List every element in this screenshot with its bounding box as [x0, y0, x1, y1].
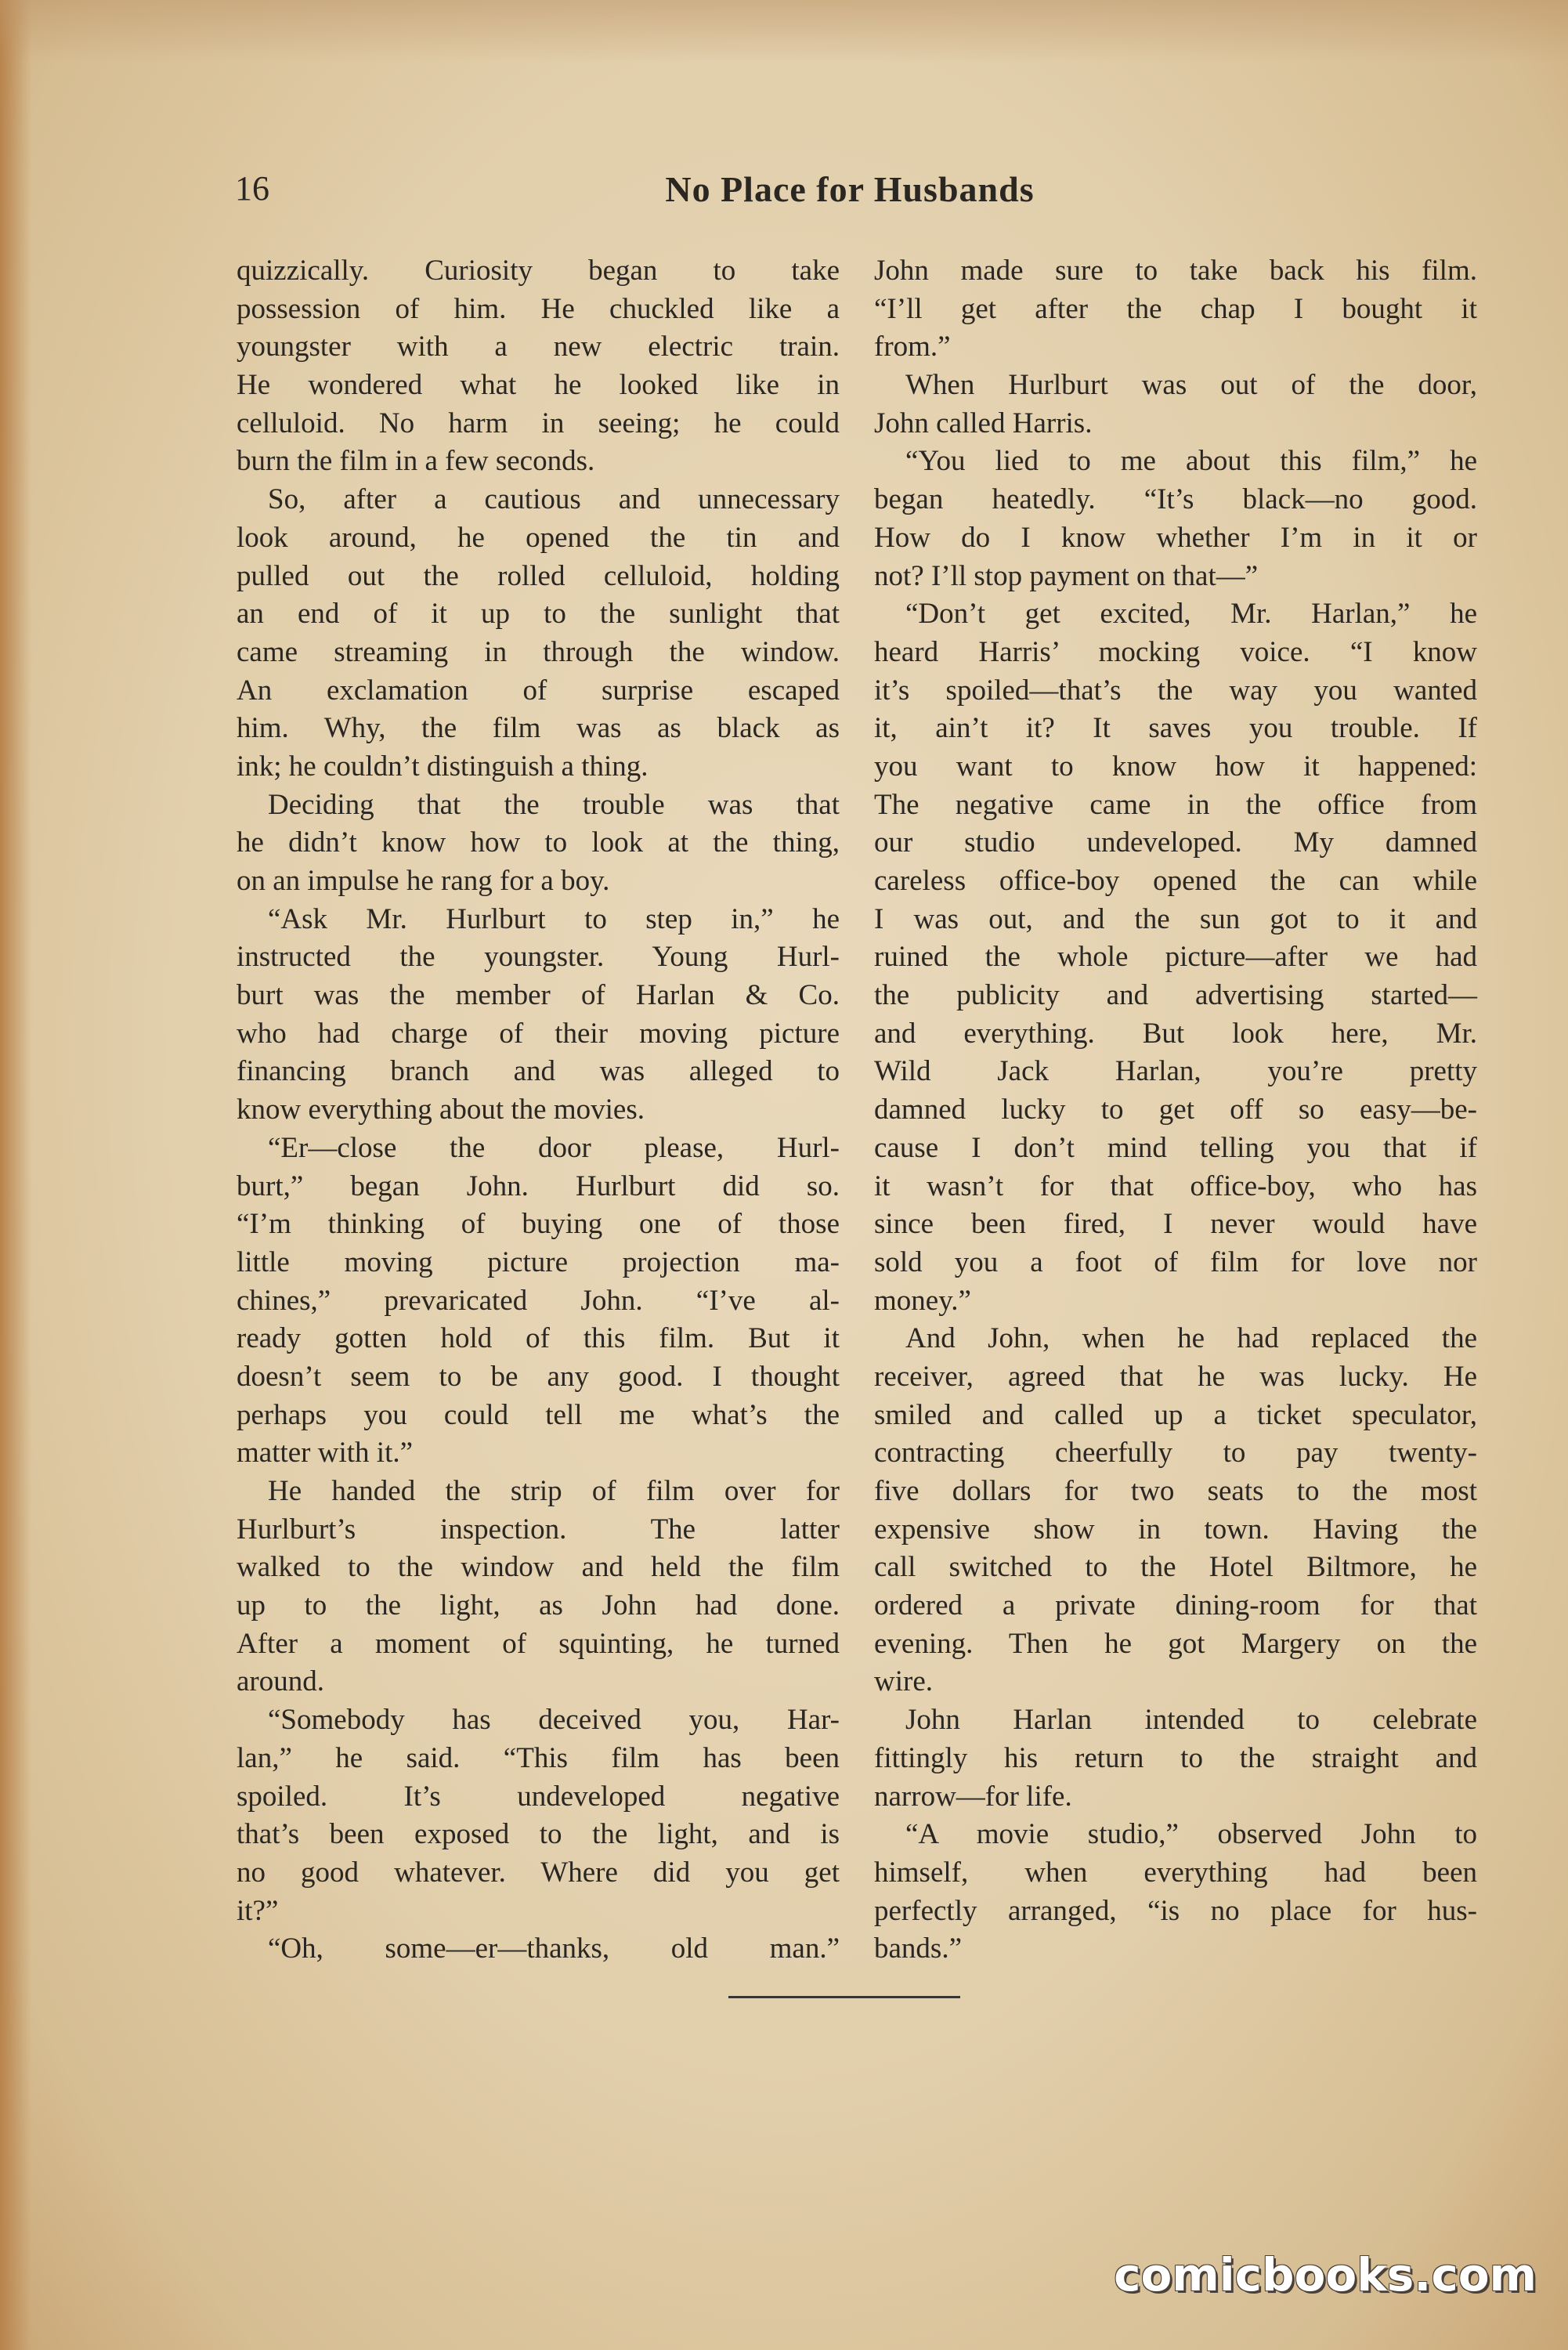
text-line: “You lied to me about this film,” he [905, 445, 1477, 478]
text-line: And John, when he had replaced the [905, 1322, 1477, 1355]
text-line: he didn’t know how to look at the thing, [237, 826, 840, 859]
text-line: When Hurlburt was out of the door, [905, 369, 1477, 402]
text-line: five dollars for two seats to the most [874, 1475, 1477, 1507]
text-line: matter with it.” [237, 1437, 414, 1470]
text-line: it, ain’t it? It saves you trouble. If [874, 712, 1477, 745]
end-of-story-rule [728, 1996, 960, 1998]
text-line: John Harlan intended to celebrate [905, 1704, 1477, 1737]
text-line: I was out, and the sun got to it and [874, 902, 1477, 935]
text-line: He wondered what he looked like in [237, 369, 840, 402]
text-line: cause I don’t mind telling you that if [874, 1131, 1477, 1164]
text-line: evening. Then he got Margery on the [874, 1627, 1477, 1660]
text-line: Hurlburt’s inspection. The latter [237, 1513, 840, 1546]
text-line: John made sure to take back his film. [874, 255, 1477, 287]
text-line: call switched to the Hotel Biltmore, he [874, 1551, 1477, 1584]
text-line: up to the light, as John had done. [237, 1589, 840, 1622]
text-line: John called Harris. [874, 407, 1093, 439]
text-line: heard Harris’ mocking voice. “I know [874, 635, 1477, 668]
text-line: who had charge of their moving picture [237, 1017, 840, 1050]
text-line: “Somebody has deceived you, Har- [268, 1704, 840, 1737]
text-line: doesn’t seem to be any good. I thought [237, 1360, 840, 1393]
text-line: An exclamation of surprise escaped [237, 674, 840, 707]
text-line: from.” [874, 331, 951, 363]
text-line: our studio undeveloped. My damned [874, 826, 1477, 859]
text-line: financing branch and was alleged to [237, 1055, 840, 1088]
text-line: it?” [237, 1894, 279, 1927]
text-line: ruined the whole picture—after we had [874, 941, 1477, 974]
text-line: quizzically. Curiosity began to take [237, 255, 840, 287]
text-line: “Er—close the door please, Hurl- [268, 1131, 840, 1164]
watermark: comicbooks.com [1114, 2248, 1537, 2301]
left-text-column [237, 252, 840, 1969]
text-line: an end of it up to the sunlight that [237, 598, 840, 631]
text-line: fittingly his return to the straight and [874, 1741, 1477, 1774]
text-line: narrow—for life. [874, 1780, 1072, 1813]
text-line: ink; he couldn’t distinguish a thing. [237, 750, 649, 783]
text-line: damned lucky to get off so easy—be- [874, 1094, 1477, 1126]
text-line: chines,” prevaricated John. “I’ve al- [237, 1284, 840, 1317]
text-line: instructed the youngster. Young Hurl- [237, 941, 840, 974]
text-line: that’s been exposed to the light, and is [237, 1818, 840, 1851]
text-line: him. Why, the film was as black as [237, 712, 840, 745]
text-line: After a moment of squinting, he turned [237, 1627, 840, 1660]
text-line: possession of him. He chuckled like a [237, 292, 840, 325]
text-line: burt was the member of Harlan & Co. [237, 979, 840, 1012]
text-line: it’s spoiled—that’s the way you wanted [874, 674, 1477, 707]
text-line: Wild Jack Harlan, you’re pretty [874, 1055, 1477, 1088]
text-line: spoiled. It’s undeveloped negative [237, 1780, 840, 1813]
text-line: walked to the window and held the film [237, 1551, 840, 1584]
text-line: The negative came in the office from [874, 788, 1477, 821]
text-line: himself, when everything had been [874, 1856, 1477, 1889]
text-line: He handed the strip of film over for [268, 1475, 840, 1507]
text-line: no good whatever. Where did you get [237, 1856, 840, 1889]
text-line: it wasn’t for that office-boy, who has [874, 1170, 1477, 1202]
text-line: receiver, agreed that he was lucky. He [874, 1360, 1477, 1393]
text-line: little moving picture projection ma- [237, 1246, 840, 1278]
text-line: ordered a private dining-room for that [874, 1589, 1477, 1622]
text-line: since been fired, I never would have [874, 1208, 1477, 1241]
running-title: No Place for Husbands [665, 169, 1035, 209]
text-line: “I’ll get after the chap I bought it [874, 292, 1477, 325]
text-line: money.” [874, 1284, 971, 1317]
text-line: “I’m thinking of buying one of those [237, 1208, 840, 1241]
text-line: How do I know whether I’m in it or [874, 521, 1477, 554]
text-line: lan,” he said. “This film has been [237, 1741, 840, 1774]
text-line: not? I’ll stop payment on that—” [874, 559, 1259, 592]
text-line: “Ask Mr. Hurlburt to step in,” he [268, 902, 840, 935]
text-line: the publicity and advertising started— [874, 979, 1477, 1012]
right-text-column [874, 252, 1477, 1969]
text-line: “Don’t get excited, Mr. Harlan,” he [905, 598, 1477, 631]
text-line: burt,” began John. Hurlburt did so. [237, 1170, 840, 1202]
text-line: Deciding that the trouble was that [268, 788, 840, 821]
page-edge-shadow [0, 0, 31, 2350]
text-line: wire. [874, 1665, 933, 1698]
text-line: celluloid. No harm in seeing; he could [237, 407, 840, 439]
text-line: began heatedly. “It’s black—no good. [874, 483, 1477, 516]
text-line: “Oh, some—er—thanks, old man.” [268, 1932, 840, 1965]
page-header [235, 168, 1465, 223]
text-line: perfectly arranged, “is no place for hus- [874, 1894, 1477, 1927]
text-line: contracting cheerfully to pay twenty- [874, 1437, 1477, 1470]
text-line: careless office-boy opened the can while [874, 865, 1477, 897]
page-number: 16 [235, 169, 269, 208]
text-line: and everything. But look here, Mr. [874, 1017, 1477, 1050]
text-line: you want to know how it happened: [874, 750, 1477, 783]
text-line: smiled and called up a ticket speculator, [874, 1398, 1477, 1431]
text-line: expensive show in town. Having the [874, 1513, 1477, 1546]
text-line: perhaps you could tell me what’s the [237, 1398, 840, 1431]
text-line: around. [237, 1665, 324, 1698]
text-line: look around, he opened the tin and [237, 521, 840, 554]
text-line: sold you a foot of film for love nor [874, 1246, 1477, 1278]
text-line: on an impulse he rang for a boy. [237, 865, 610, 897]
text-line: ready gotten hold of this film. But it [237, 1322, 840, 1355]
text-line: burn the film in a few seconds. [237, 445, 595, 478]
text-line: “A movie studio,” observed John to [905, 1818, 1477, 1851]
text-line: bands.” [874, 1932, 962, 1965]
text-line: youngster with a new electric train. [237, 331, 840, 363]
text-line: So, after a cautious and unnecessary [268, 483, 840, 516]
page-top-stain [0, 0, 1568, 63]
text-line: pulled out the rolled celluloid, holding [237, 559, 840, 592]
text-line: know everything about the movies. [237, 1094, 645, 1126]
text-line: came streaming in through the window. [237, 635, 840, 668]
